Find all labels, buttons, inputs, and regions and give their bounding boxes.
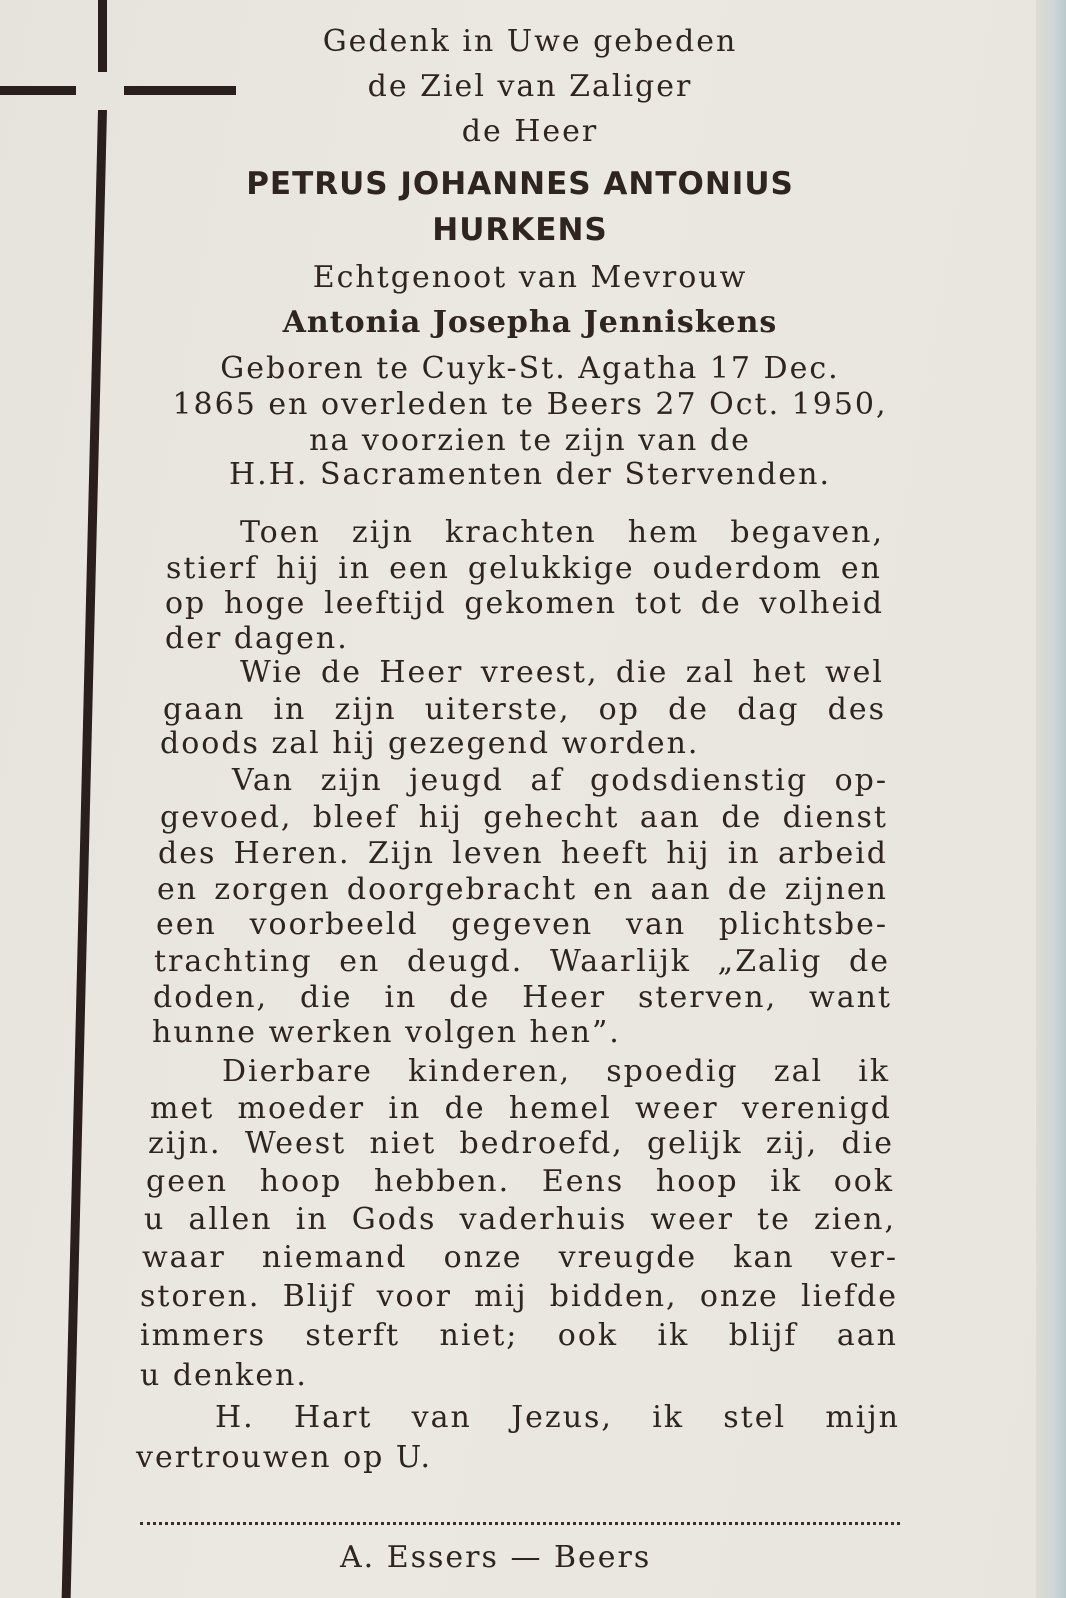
deceased-name-line-2: HURKENS <box>432 212 608 248</box>
body-line: der dagen. <box>165 621 349 656</box>
deceased-name-line-1: PETRUS JOHANNES ANTONIUS <box>246 166 794 202</box>
card-edge <box>1036 0 1066 1598</box>
body-line: waar niemand onze vreugde kan ver- <box>142 1240 898 1275</box>
dates-line-2: 1865 en overleden te Beers 27 Oct. 1950, <box>172 387 888 422</box>
body-line: u denken. <box>140 1358 308 1393</box>
body-line: vertrouwen op U. <box>136 1440 432 1475</box>
cross-icon-stem <box>62 110 107 1598</box>
body-line: u allen in Gods vaderhuis weer te zien, <box>144 1202 896 1237</box>
body-line: een voorbeeld gegeven van plichtsbe- <box>156 907 888 942</box>
dates-line-1: Geboren te Cuyk-St. Agatha 17 Dec. <box>220 351 840 386</box>
body-line: Dierbare kinderen, spoedig zal ik <box>222 1054 890 1089</box>
spouse-name: Antonia Josepha Jenniskens <box>282 305 778 340</box>
body-line: doden, die in de Heer sterven, want <box>153 980 892 1015</box>
header-line-3: de Heer <box>461 114 599 149</box>
body-line: met moeder in de hemel weer verenigd <box>150 1091 892 1126</box>
body-line: hunne werken volgen hen”. <box>152 1015 621 1050</box>
body-line: immers sterft niet; ook ik blijf aan <box>140 1318 898 1353</box>
dates-line-4: H.H. Sacramenten der Stervenden. <box>229 457 831 492</box>
header-line-1: Gedenk in Uwe gebeden <box>322 24 738 59</box>
divider <box>140 1522 900 1525</box>
body-line: zijn. Weest niet bedroefd, gelijk zij, die <box>148 1126 894 1161</box>
body-line: op hoge leeftijd gekomen tot de volheid <box>165 586 884 621</box>
body-line: Toen zijn krachten hem begaven, <box>240 515 884 550</box>
body-line: Van zijn jeugd af godsdienstig op- <box>232 763 888 798</box>
printer-imprint: A. Essers — Beers <box>340 1540 652 1575</box>
header-line-2: de Ziel van Zaliger <box>367 69 693 104</box>
body-line: Wie de Heer vreest, die zal het wel <box>240 655 884 690</box>
body-line: stierf hij in een gelukkige ouderdom en <box>166 551 882 586</box>
spouse-intro: Echtgenoot van Mevrouw <box>312 260 748 295</box>
body-line: des Heren. Zijn leven heeft hij in arbeid <box>158 836 888 871</box>
cross-icon-top <box>98 0 107 72</box>
body-line: storen. Blijf voor mij bidden, onze liefde <box>140 1279 898 1314</box>
body-line: geen hoop hebben. Eens hoop ik ook <box>146 1164 894 1199</box>
body-line: H. Hart van Jezus, ik stel mijn <box>215 1400 900 1435</box>
body-line: doods zal hij gezegend worden. <box>160 726 700 761</box>
cross-icon-left-arm <box>0 86 76 95</box>
body-line: en zorgen doorgebracht en aan de zijnen <box>157 872 888 907</box>
body-line: trachting en deugd. Waarlijk „Zalig de <box>154 944 890 979</box>
body-line: gevoed, bleef hij gehecht aan de dienst <box>160 800 888 835</box>
body-line: gaan in zijn uiterste, op de dag des <box>163 692 886 727</box>
dates-line-3: na voorzien te zijn van de <box>309 423 751 458</box>
